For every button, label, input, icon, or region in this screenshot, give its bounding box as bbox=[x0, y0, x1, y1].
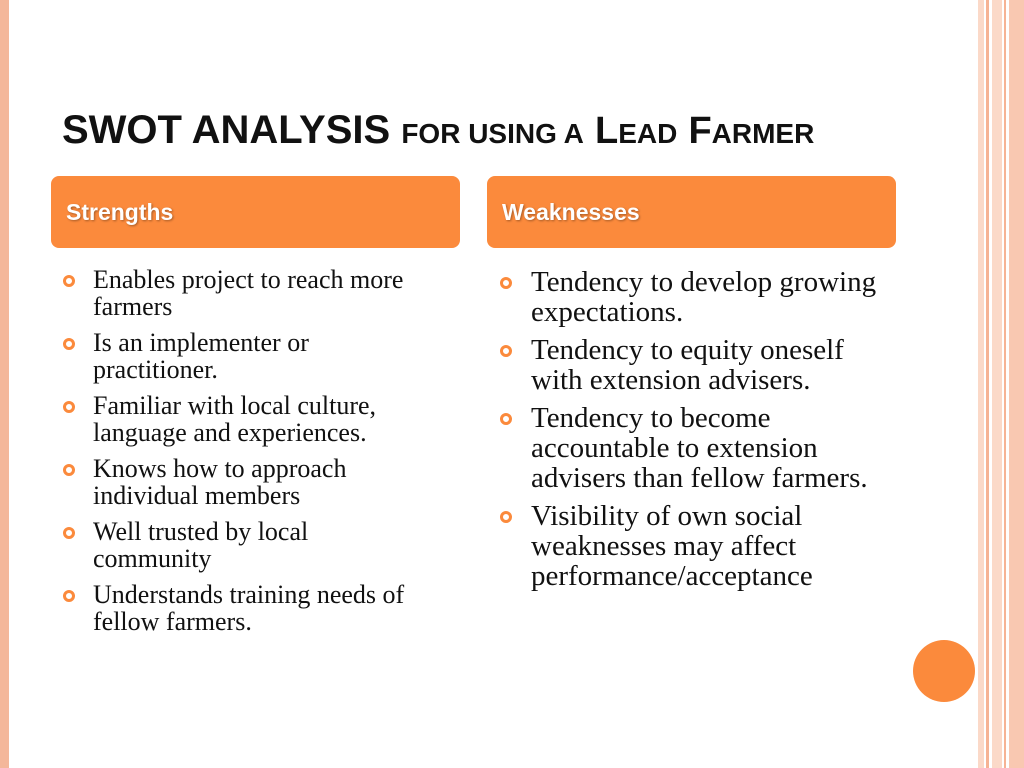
bullet-icon bbox=[500, 345, 512, 357]
list-item bbox=[500, 335, 900, 395]
weakness-text: Visibility of own social weaknesses may affect performance/acceptance bbox=[531, 500, 813, 592]
decorative-circle bbox=[913, 640, 975, 702]
bullet-icon bbox=[500, 277, 512, 289]
strengths-list bbox=[63, 266, 433, 644]
bullet-icon bbox=[500, 413, 512, 425]
weakness-text: Tendency to develop growing expectations. bbox=[531, 266, 877, 328]
weakness-text: Tendency to become accountable to extension advisers than fellow farmers. bbox=[531, 402, 868, 494]
bullet-icon bbox=[63, 275, 75, 287]
bullet-icon bbox=[63, 338, 75, 350]
list-item bbox=[63, 455, 433, 509]
strength-text: Familiar with local culture, language and experiences. bbox=[93, 391, 377, 447]
list-item bbox=[63, 581, 433, 635]
bullet-icon bbox=[63, 590, 75, 602]
strength-text: Is an implementer or practitioner. bbox=[93, 328, 309, 384]
title-rest-farmer: ARMER bbox=[711, 118, 815, 149]
title-initial-l: L bbox=[594, 110, 619, 152]
list-item bbox=[63, 392, 433, 446]
right-stripe-decoration bbox=[978, 0, 1024, 768]
list-item bbox=[500, 267, 900, 327]
strengths-header bbox=[51, 176, 460, 248]
bullet-icon bbox=[63, 464, 75, 476]
bullet-icon bbox=[63, 527, 75, 539]
list-item bbox=[63, 329, 433, 383]
title-main: SWOT ANALYSIS bbox=[62, 108, 391, 152]
list-item bbox=[63, 518, 433, 572]
slide-title bbox=[62, 104, 962, 160]
title-sub: FOR USING A bbox=[401, 118, 584, 149]
bullet-icon bbox=[500, 511, 512, 523]
title-initial-f: F bbox=[688, 110, 712, 152]
bullet-icon bbox=[63, 401, 75, 413]
left-border-decoration bbox=[0, 0, 9, 768]
weaknesses-header bbox=[487, 176, 896, 248]
title-rest-lead: EAD bbox=[618, 118, 678, 149]
list-item bbox=[63, 266, 433, 320]
weaknesses-list bbox=[500, 267, 900, 599]
list-item bbox=[500, 501, 900, 591]
strengths-heading: Strengths bbox=[66, 198, 174, 225]
list-item bbox=[500, 403, 900, 493]
strength-text: Knows how to approach individual members bbox=[93, 454, 347, 510]
weakness-text: Tendency to equity oneself with extension advisers. bbox=[531, 334, 844, 396]
strength-text: Well trusted by local community bbox=[93, 517, 309, 573]
strength-text: Enables project to reach more farmers bbox=[93, 265, 404, 321]
strength-text: Understands training needs of fellow farmers. bbox=[93, 580, 405, 636]
weaknesses-heading: Weaknesses bbox=[502, 198, 640, 225]
